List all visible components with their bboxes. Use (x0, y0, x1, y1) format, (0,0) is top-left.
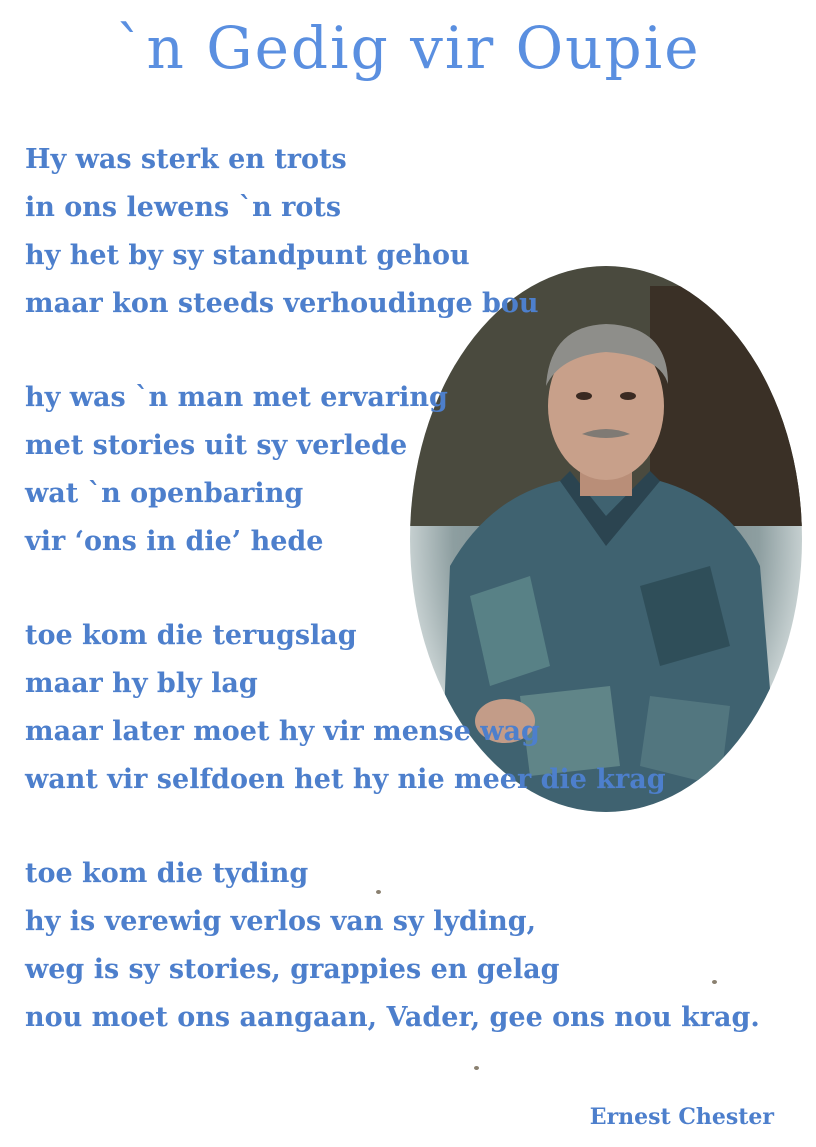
stanza-4 (25, 850, 805, 1042)
poem-title: `n Gedig vir Oupie (115, 14, 701, 82)
poem-line: want vir selfdoen het hy nie meer die krag (25, 764, 666, 795)
author-name: Ernest Chester (589, 1104, 774, 1130)
poem-body (25, 136, 805, 1088)
poem-line: met stories uit sy verlede (25, 430, 408, 461)
poem-line: maar later moet hy vir mense wag (25, 716, 540, 747)
poem-line: hy het by sy standpunt gehou (25, 240, 470, 271)
poem-line: hy is verewig verlos van sy lyding, (25, 906, 537, 937)
poem-line: maar kon steeds verhoudinge bou (25, 288, 539, 319)
poem-line: hy was `n man met ervaring (25, 382, 448, 413)
stanza-1 (25, 136, 805, 328)
stanza-2 (25, 374, 805, 566)
poem-line: nou moet ons aangaan, Vader, gee ons nou krag. (25, 1002, 760, 1033)
poem-line: wat `n openbaring (25, 478, 304, 509)
poem-line: in ons lewens `n rots (25, 192, 342, 223)
poem-line: vir ‘ons in die’ hede (25, 526, 324, 557)
poem-line: toe kom die terugslag (25, 620, 357, 651)
poem-line: weg is sy stories, grappies en gelag (25, 954, 560, 985)
poem-line: Hy was sterk en trots (25, 144, 347, 175)
poem-line: toe kom die tyding (25, 858, 309, 889)
stanza-3 (25, 612, 805, 804)
poem-line: maar hy bly lag (25, 668, 258, 699)
